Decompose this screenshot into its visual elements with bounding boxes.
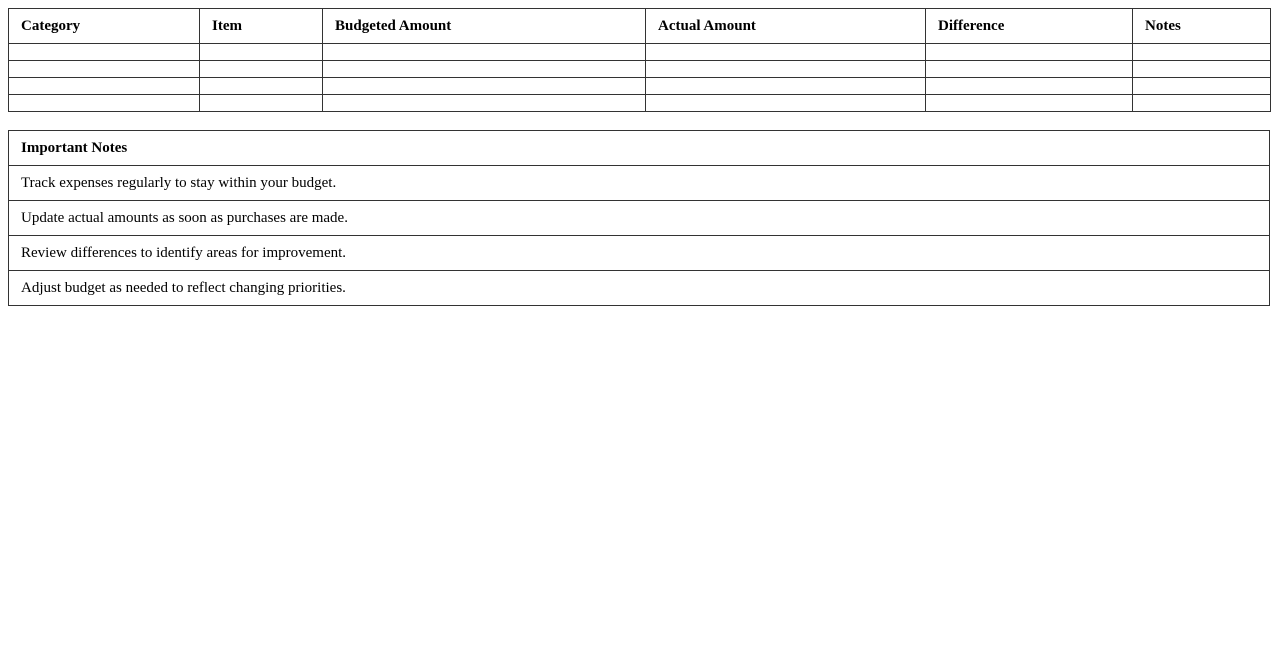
item-cell[interactable] xyxy=(200,44,323,61)
column-header-actual-amount: Actual Amount xyxy=(646,9,926,44)
actual-amount-cell[interactable] xyxy=(646,44,926,61)
column-header-category: Category xyxy=(9,9,200,44)
item-cell[interactable] xyxy=(200,61,323,78)
notes-header-row xyxy=(9,131,1270,166)
note-text: Track expenses regularly to stay within your budget. xyxy=(9,166,1270,201)
column-header-notes: Notes xyxy=(1133,9,1271,44)
table-row xyxy=(9,78,1271,95)
table-row xyxy=(9,44,1271,61)
category-cell[interactable] xyxy=(9,95,200,112)
category-cell[interactable] xyxy=(9,44,200,61)
difference-cell[interactable] xyxy=(926,95,1133,112)
actual-amount-cell[interactable] xyxy=(646,95,926,112)
note-text: Update actual amounts as soon as purchases are made. xyxy=(9,201,1270,236)
budget-header-row xyxy=(9,9,1271,44)
note-text: Review differences to identify areas for improvement. xyxy=(9,236,1270,271)
actual-amount-cell[interactable] xyxy=(646,78,926,95)
important-notes-table xyxy=(8,130,1270,306)
column-header-budgeted-amount: Budgeted Amount xyxy=(323,9,646,44)
notes-cell[interactable] xyxy=(1133,78,1271,95)
table-row xyxy=(9,61,1271,78)
notes-cell[interactable] xyxy=(1133,61,1271,78)
difference-cell[interactable] xyxy=(926,44,1133,61)
list-item xyxy=(9,166,1270,201)
item-cell[interactable] xyxy=(200,78,323,95)
difference-cell[interactable] xyxy=(926,78,1133,95)
column-header-item: Item xyxy=(200,9,323,44)
list-item xyxy=(9,236,1270,271)
actual-amount-cell[interactable] xyxy=(646,61,926,78)
category-cell[interactable] xyxy=(9,61,200,78)
list-item xyxy=(9,201,1270,236)
budgeted-amount-cell[interactable] xyxy=(323,61,646,78)
budgeted-amount-cell[interactable] xyxy=(323,95,646,112)
notes-cell[interactable] xyxy=(1133,95,1271,112)
category-cell[interactable] xyxy=(9,78,200,95)
budget-table xyxy=(8,8,1271,112)
budgeted-amount-cell[interactable] xyxy=(323,78,646,95)
column-header-difference: Difference xyxy=(926,9,1133,44)
list-item xyxy=(9,271,1270,306)
important-notes-title: Important Notes xyxy=(9,131,1270,166)
item-cell[interactable] xyxy=(200,95,323,112)
budgeted-amount-cell[interactable] xyxy=(323,44,646,61)
note-text: Adjust budget as needed to reflect changing priorities. xyxy=(9,271,1270,306)
difference-cell[interactable] xyxy=(926,61,1133,78)
notes-cell[interactable] xyxy=(1133,44,1271,61)
table-row xyxy=(9,95,1271,112)
